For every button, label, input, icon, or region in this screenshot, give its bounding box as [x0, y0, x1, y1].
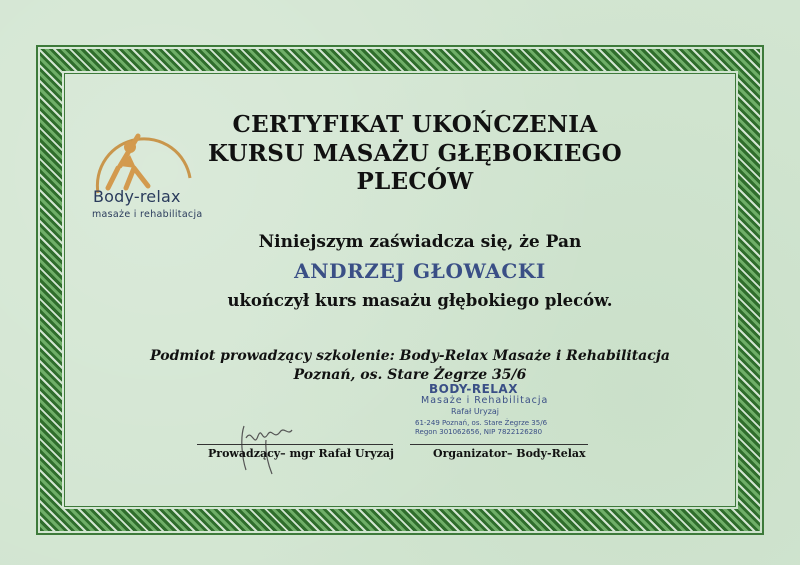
provider-address: Poznań, os. Stare Żegrze 35/6: [293, 367, 527, 383]
organizer-signature-line: [410, 444, 588, 445]
instructor-signature-line: [197, 444, 393, 445]
stamp-company-name: BODY-RELAX: [429, 382, 518, 396]
certificate-title-line1: CERTYFIKAT UKOŃCZENIA: [232, 111, 598, 138]
stamp-company-type: Masaże i Rehabilitacja: [421, 395, 549, 406]
certification-statement: Niniejszym zaświadcza się, że Pan: [258, 232, 582, 252]
logo-name: Body-relax: [93, 187, 181, 206]
certificate-title-line2: KURSU MASAŻU GŁĘBOKIEGO: [208, 140, 622, 167]
organizer-label: Organizator– Body-Relax: [433, 447, 586, 460]
logo-subtitle: masaże i rehabilitacja: [92, 209, 203, 220]
stamp-registration: Regon 301062656, NIP 7822126280: [415, 428, 543, 436]
training-provider: Podmiot prowadzący szkolenie: Body-Relax Masaże i Rehabilitacja: [150, 348, 670, 364]
recipient-name: ANDRZEJ GŁOWACKI: [294, 259, 546, 283]
stamp-owner: Rafał Uryzaj: [451, 407, 500, 416]
instructor-label: Prowadzący– mgr Rafał Uryzaj: [208, 447, 395, 460]
completion-statement: ukończył kurs masażu głębokiego pleców.: [227, 291, 613, 310]
certificate-title-line3: PLECÓW: [356, 168, 474, 195]
stamp-address: 61-249 Poznań, os. Stare Żegrze 35/6: [415, 419, 548, 427]
